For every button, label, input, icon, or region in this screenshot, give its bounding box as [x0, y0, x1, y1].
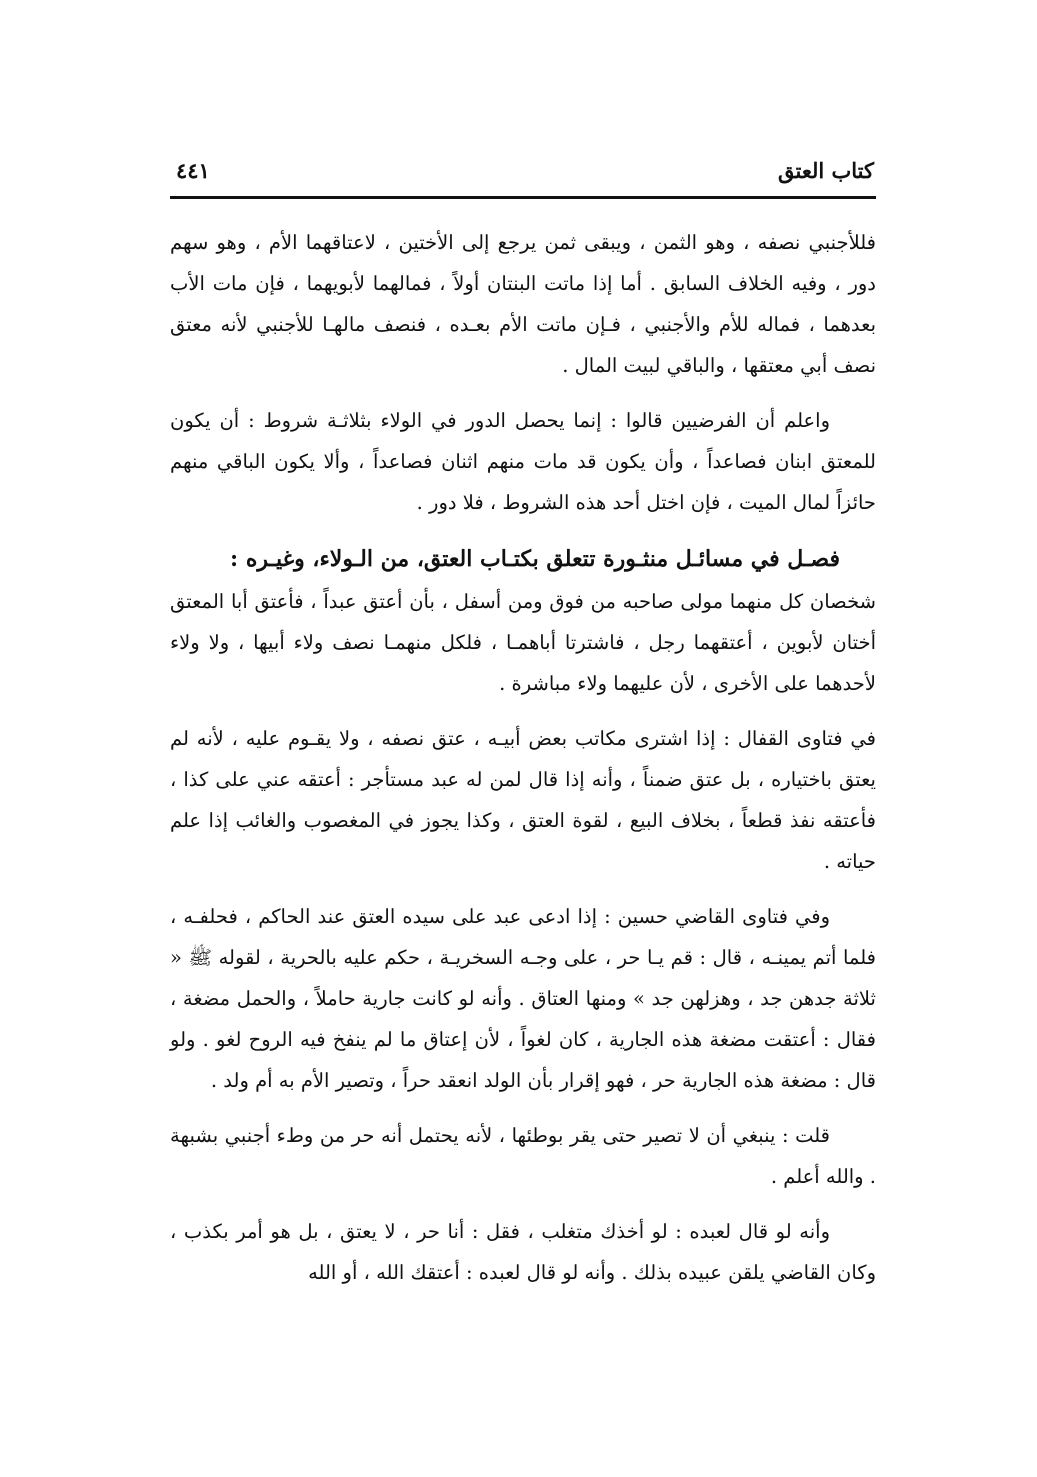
paragraph-5: وفي فتاوى القاضي حسين : إذا ادعى عبد على سيده العتق عند الحاكم ، فحلفـه ، فلما أتم يمينـه ، قال : قم يـا حر ، على وجـه السخريـة ، حكم عليه بالحرية ، لقوله ﷺ « ثلاثة جدهن جد ، وهزلهن جد » ومنها العتاق . وأنه لو كانت جارية حاملاً ، والحمل مضغة ، فقال : أعتقت مضغة هذه الجارية ، كان لغواً ، لأن إعتاق ما لم ينفخ فيه الروح لغو . ولو قال : مضغة هذه الجارية حر ، فهو إقرار بأن الولد انعقد حراً ، وتصير الأم به أم ولد .	[170, 905, 876, 1092]
section-heading: فصـل في مسائـل منثـورة تتعلق بكتـاب العتق، من الـولاء، وغيـره :	[230, 546, 840, 572]
paragraph-6: قلت : ينبغي أن لا تصير حتى يقر بوطئها ، لأنه يحتمل أنه حر من وطء أجنبي بشبهة . والله أعلم .	[170, 1124, 876, 1188]
running-title: كتاب العتق	[777, 158, 874, 183]
page-body	[170, 222, 876, 1307]
paragraph-4: في فتاوى القفال : إذا اشترى مكاتب بعض أبيـه ، عتق نصفه ، ولا يقـوم عليه ، لأنه لم يعتق باختياره ، بل عتق ضمناً ، وأنه إذا قال لمن له عبد مستأجر : أعتقه عني على كذا ، فأعتقه نفذ قطعاً ، بخلاف البيع ، لقوة العتق ، وكذا يجوز في المغصوب والغائب إذا علم حياته .	[170, 727, 876, 873]
paragraph-3: شخصان كل منهما مولى صاحبه من فوق ومن أسفل ، بأن أعتق عبداً ، فأعتق أبا المعتق أختان لأبوين ، أعتقهما رجل ، فاشترتا أباهمـا ، فلكل منهمـا نصف ولاء أبيها ، ولا ولاء لأحدهما على الأخرى ، لأن عليهما ولاء مباشرة .	[170, 590, 876, 695]
paragraph-1: فللأجنبي نصفه ، وهو الثمن ، ويبقى ثمن يرجع إلى الأختين ، لاعتاقهما الأم ، وهو سهم دور ، وفيه الخلاف السابق . أما إذا ماتت البنتان أولاً ، فمالهما لأبويهما ، فإن مات الأب بعدهما ، فماله للأم والأجنبي ، فـإن ماتت الأم بعـده ، فنصف مالهـا للأجنبي لأنه معتق نصف أبي معتقها ، والباقي لبيت المال .	[170, 231, 876, 377]
page-number: ٤٤١	[176, 158, 210, 183]
page-header	[170, 158, 874, 194]
header-divider	[170, 196, 876, 199]
paragraph-7: وأنه لو قال لعبده : لو أخذك متغلب ، فقل : أنا حر ، لا يعتق ، بل هو أمر بكذب ، وكان القاضي يلقن عبيده بذلك . وأنه لو قال لعبده : أعتقك الله ، أو الله	[170, 1220, 876, 1284]
paragraph-2: واعلم أن الفرضيين قالوا : إنما يحصل الدور في الولاء بثلاثـة شروط : أن يكون للمعتق ابنان فصاعداً ، وأن يكون قد مات منهم اثنان فصاعداً ، وألا يكون الباقي منهم حائزاً لمال الميت ، فإن اختل أحد هذه الشروط ، فلا دور .	[170, 409, 876, 514]
